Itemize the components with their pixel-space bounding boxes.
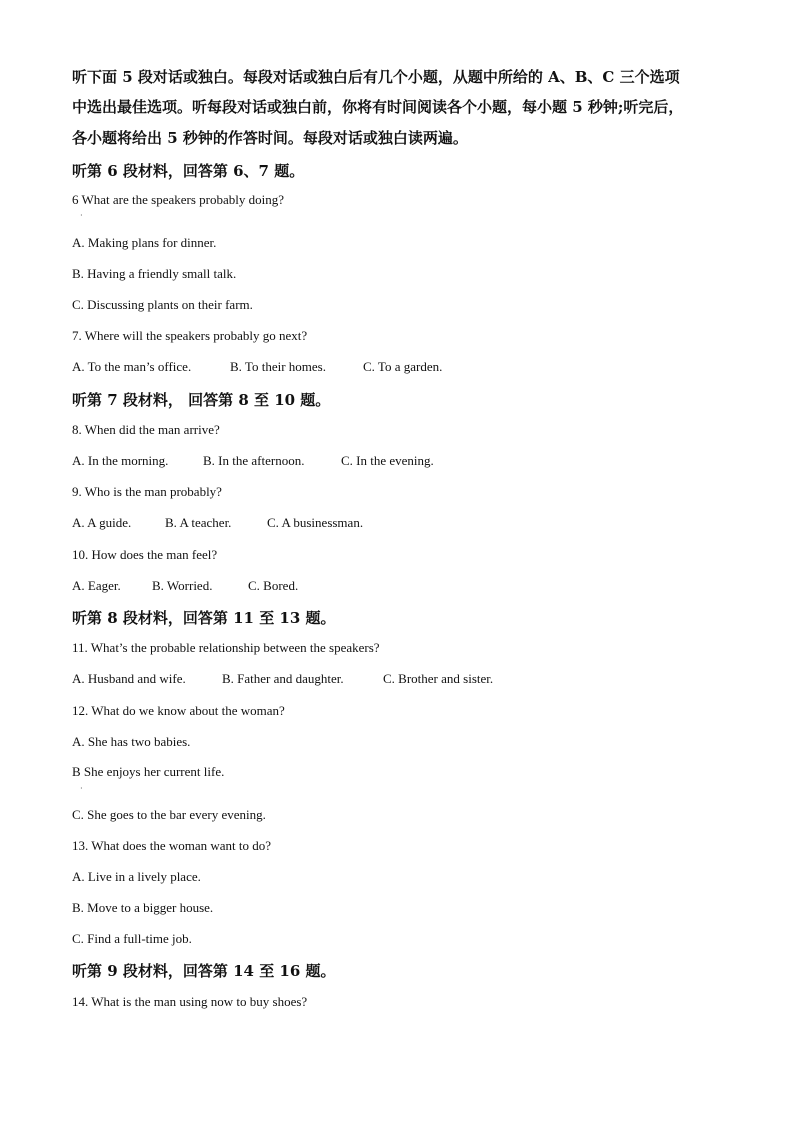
option-8-c: C. In the evening.	[341, 453, 434, 468]
question-7: 7. Where will the speakers probably go next?	[72, 328, 308, 343]
question-12: 12. What do we know about the woman?	[72, 703, 285, 718]
option-8-b: B. In the afternoon.	[203, 453, 305, 468]
options-11	[72, 670, 493, 688]
option-8-a: A. In the morning.	[72, 453, 169, 468]
options-7	[72, 358, 442, 376]
option-12-c: C. She goes to the bar every evening.	[72, 807, 266, 822]
option-13-b: B. Move to a bigger house.	[72, 900, 214, 915]
option-13-c: C. Find a full-time job.	[72, 931, 192, 946]
question-6: 6 What are the speakers probably doing?	[72, 192, 285, 207]
section-heading-7: 听第 7 段材料， 回答第 8 至 10 题。	[72, 391, 331, 409]
options-10	[72, 577, 298, 595]
option-7-a: A. To the man’s office.	[72, 359, 192, 374]
option-11-a: A. Husband and wife.	[72, 671, 186, 686]
section-heading-9: 听第 9 段材料，回答第 14 至 16 题。	[72, 962, 336, 980]
option-9-c: C. A businessman.	[267, 515, 364, 530]
option-6-b: B. Having a friendly small talk.	[72, 266, 237, 281]
intro-line-1: 听下面 5 段对话或独白。每段对话或独白后有几个小题，从题中所给的 A、B、C 三个选项	[72, 68, 680, 86]
stray-dot: ·	[80, 784, 83, 793]
option-10-c: C. Bored.	[248, 578, 299, 593]
option-6-a: A. Making plans for dinner.	[72, 235, 217, 250]
section-heading-6: 听第 6 段材料，回答第 6、7 题。	[72, 162, 305, 180]
option-12-a: A. She has two babies.	[72, 734, 191, 749]
option-10-b: B. Worried.	[152, 578, 213, 593]
option-10-a: A. Eager.	[72, 578, 121, 593]
option-12-b: B She enjoys her current life.	[72, 764, 225, 779]
option-11-c: C. Brother and sister.	[383, 671, 494, 686]
question-8: 8. When did the man arrive?	[72, 422, 220, 437]
option-13-a: A. Live in a lively place.	[72, 869, 201, 884]
question-11: 11. What’s the probable relationship between the speakers?	[72, 640, 380, 655]
option-7-c: C. To a garden.	[363, 359, 443, 374]
question-10: 10. How does the man feel?	[72, 547, 218, 562]
option-9-b: B. A teacher.	[165, 515, 232, 530]
question-14: 14. What is the man using now to buy shoes?	[72, 994, 308, 1009]
option-11-b: B. Father and daughter.	[222, 671, 344, 686]
question-13: 13. What does the woman want to do?	[72, 838, 272, 853]
option-7-b: B. To their homes.	[230, 359, 326, 374]
option-6-c: C. Discussing plants on their farm.	[72, 297, 253, 312]
options-8	[72, 452, 434, 470]
options-9	[72, 514, 363, 532]
question-9: 9. Who is the man probably?	[72, 484, 222, 499]
stray-dot: ·	[80, 211, 83, 220]
intro-line-2: 中选出最佳选项。听每段对话或独白前，你将有时间阅读各个小题，每小题 5 秒钟;听完后，	[72, 98, 684, 116]
option-9-a: A. A guide.	[72, 515, 132, 530]
section-heading-8: 听第 8 段材料，回答第 11 至 13 题。	[72, 609, 336, 627]
intro-line-3: 各小题将给出 5 秒钟的作答时间。每段对话或独白读两遍。	[72, 129, 468, 147]
